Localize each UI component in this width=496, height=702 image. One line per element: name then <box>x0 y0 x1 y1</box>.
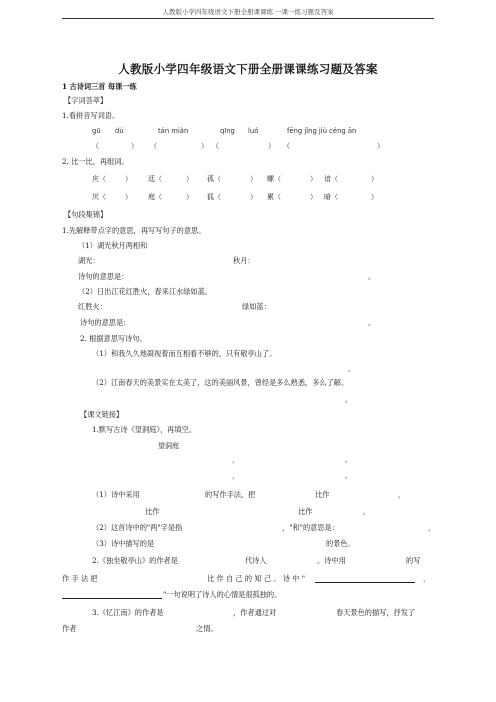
comma-mark: ， <box>423 575 430 583</box>
g1-item-1: （1）湖光秋月两相和 <box>78 241 148 250</box>
k1-instruction: 1.默写古诗《望洞庭》，再填空。 <box>92 425 196 434</box>
pinyin-2: dú <box>115 127 124 135</box>
k1-q1-part2: 的写作手法，把 <box>205 490 256 499</box>
compare-cell: ） <box>310 193 317 201</box>
section-vocabulary: 【字词荟萃】 <box>64 96 108 105</box>
g1-item-1-hu: 湖光： <box>78 256 100 265</box>
compare-cell: ） <box>371 193 378 201</box>
q1-instruction: 1.看拼音写词语。 <box>62 111 120 120</box>
compare-cell: ） <box>250 175 257 183</box>
section-sentences: 【句段集锦】 <box>64 210 108 219</box>
k1-q1-part3: 比作 <box>315 490 330 499</box>
g1-item-2-hong: 红胜火： <box>78 302 107 311</box>
period-mark: 。 <box>345 472 352 480</box>
compare-cell[interactable]: 暗（ <box>324 193 338 201</box>
k2-blank-2[interactable] <box>62 590 162 599</box>
k3-line1-part2: ，作者通过对 <box>233 608 277 617</box>
k2-line2: 作 手 法 把 <box>62 574 98 583</box>
compare-cell: ） <box>310 175 317 183</box>
header-divider <box>62 18 434 19</box>
g1-item-1-qiu: 秋月： <box>233 256 255 265</box>
k3-line2: 作者 <box>62 624 77 633</box>
answer-paren[interactable]: （ <box>150 142 157 150</box>
k2-line1: 2.《独坐敬亭山》的作者是 <box>92 556 178 565</box>
compare-cell: ） <box>250 193 257 201</box>
compare-cell[interactable]: 狐（ <box>207 193 221 201</box>
k3-line2-part2: 之情。 <box>196 624 218 633</box>
section-text-link: 【课文链接】 <box>80 410 124 419</box>
comma-mark: ， <box>428 524 435 532</box>
pinyin-1: gū <box>92 127 101 135</box>
compare-cell[interactable]: 孤（ <box>207 175 221 183</box>
pinyin-4: qīng <box>220 127 235 135</box>
g1-item-2: （2）日出江花红胜火，春来江水绿如蓝。 <box>78 287 212 296</box>
period-mark: 。 <box>368 273 375 281</box>
g1-instruction: 1.先解释带点字的意思，再写写句子的意思。 <box>62 226 206 235</box>
document-title: 人教版小学四年级语文下册全册课课练习题及答案 <box>118 62 378 76</box>
compare-cell: ） <box>186 175 193 183</box>
k1-q2-part2: ，"和"的意思是： <box>282 523 339 532</box>
compare-cell[interactable]: 累（ <box>267 193 281 201</box>
k1-q1: （1）诗中采用 <box>92 490 140 499</box>
page-header: 人教版小学四年级语文下册全册课课练 一课一练习题及答案 <box>162 8 334 16</box>
g2-item-2: （2）江南春天的美景实在太美了，这的美丽风景，曾经是多么熟悉，多么了解。 <box>92 378 349 387</box>
g1-item-2-meaning: 诗句的意思是： <box>80 318 131 327</box>
answer-paren: ） <box>377 142 384 150</box>
compare-cell[interactable]: 厌（ <box>92 193 106 201</box>
pinyin-5: luó <box>248 127 259 135</box>
answer-paren[interactable]: （ <box>92 142 99 150</box>
pinyin-6: fēng jǐng jiù céng ān <box>287 127 357 135</box>
k3-line1: 3.《忆江南》的作者是 <box>92 608 164 617</box>
period-mark: 。 <box>348 365 355 373</box>
k1-q1-part4: 比作 <box>145 507 160 516</box>
k2-line3: "一句说明了诗人的心情是很孤独的。 <box>163 590 282 599</box>
lesson-heading: 1 古诗词三首 每课一练 <box>62 82 137 91</box>
compare-cell: ） <box>371 175 378 183</box>
pinyin-3: tán miàn <box>158 127 189 135</box>
k2-line1-part3: 。诗中用 <box>317 556 346 565</box>
compare-cell[interactable]: 螺（ <box>267 175 281 183</box>
answer-paren[interactable]: （ <box>212 142 219 150</box>
g1-item-2-lv: 绿如蓝： <box>242 302 271 311</box>
comma-mark: ， <box>232 456 239 464</box>
compare-cell[interactable]: 庭（ <box>148 193 162 201</box>
k2-line2-part2: 比 作 自 己 的 知 己 。 诗 中 " <box>207 574 306 583</box>
compare-cell: ） <box>125 193 132 201</box>
compare-cell: ） <box>125 175 132 183</box>
period-mark: 。 <box>345 396 352 404</box>
k1-q3-part2: 的景色。 <box>326 539 355 548</box>
k3-line1-part3: 春天景色的描写，抒发了 <box>336 608 416 617</box>
comma-mark: ， <box>398 491 405 499</box>
compare-cell[interactable]: 谙（ <box>324 175 338 183</box>
compare-cell[interactable]: 廷（ <box>148 175 162 183</box>
period-mark: 。 <box>368 319 375 327</box>
poem-title: 望洞庭 <box>158 442 179 450</box>
compare-cell: ） <box>186 193 193 201</box>
q2-instruction: 2. 比一比，再组词。 <box>62 157 129 166</box>
k1-q3: （3）诗中描写的是 <box>92 539 155 548</box>
g2-instruction: 2. 根据意思写诗句。 <box>80 334 147 343</box>
answer-paren: ） <box>131 142 138 150</box>
comma-mark: ， <box>232 472 239 480</box>
answer-paren[interactable]: （ <box>283 142 290 150</box>
k1-q1-part5: 比作 <box>298 507 313 516</box>
k1-q2: （2）这首诗中的"两"字是指 <box>92 523 183 532</box>
k2-blank-1[interactable] <box>315 574 415 583</box>
period-mark: 。 <box>345 456 352 464</box>
k2-line1-part4: 的写 <box>406 556 421 565</box>
answer-paren: ） <box>201 142 208 150</box>
g1-item-1-meaning: 诗句的意思是： <box>78 272 129 281</box>
compare-cell[interactable]: 庆（ <box>92 175 106 183</box>
k2-line1-part2: 代诗人 <box>245 556 267 565</box>
g2-item-1: （1）和我久久地凝视着而互相看不够的，只有敬亭山了。 <box>92 349 277 358</box>
period-mark: 。 <box>363 508 370 516</box>
answer-paren: ） <box>268 142 275 150</box>
